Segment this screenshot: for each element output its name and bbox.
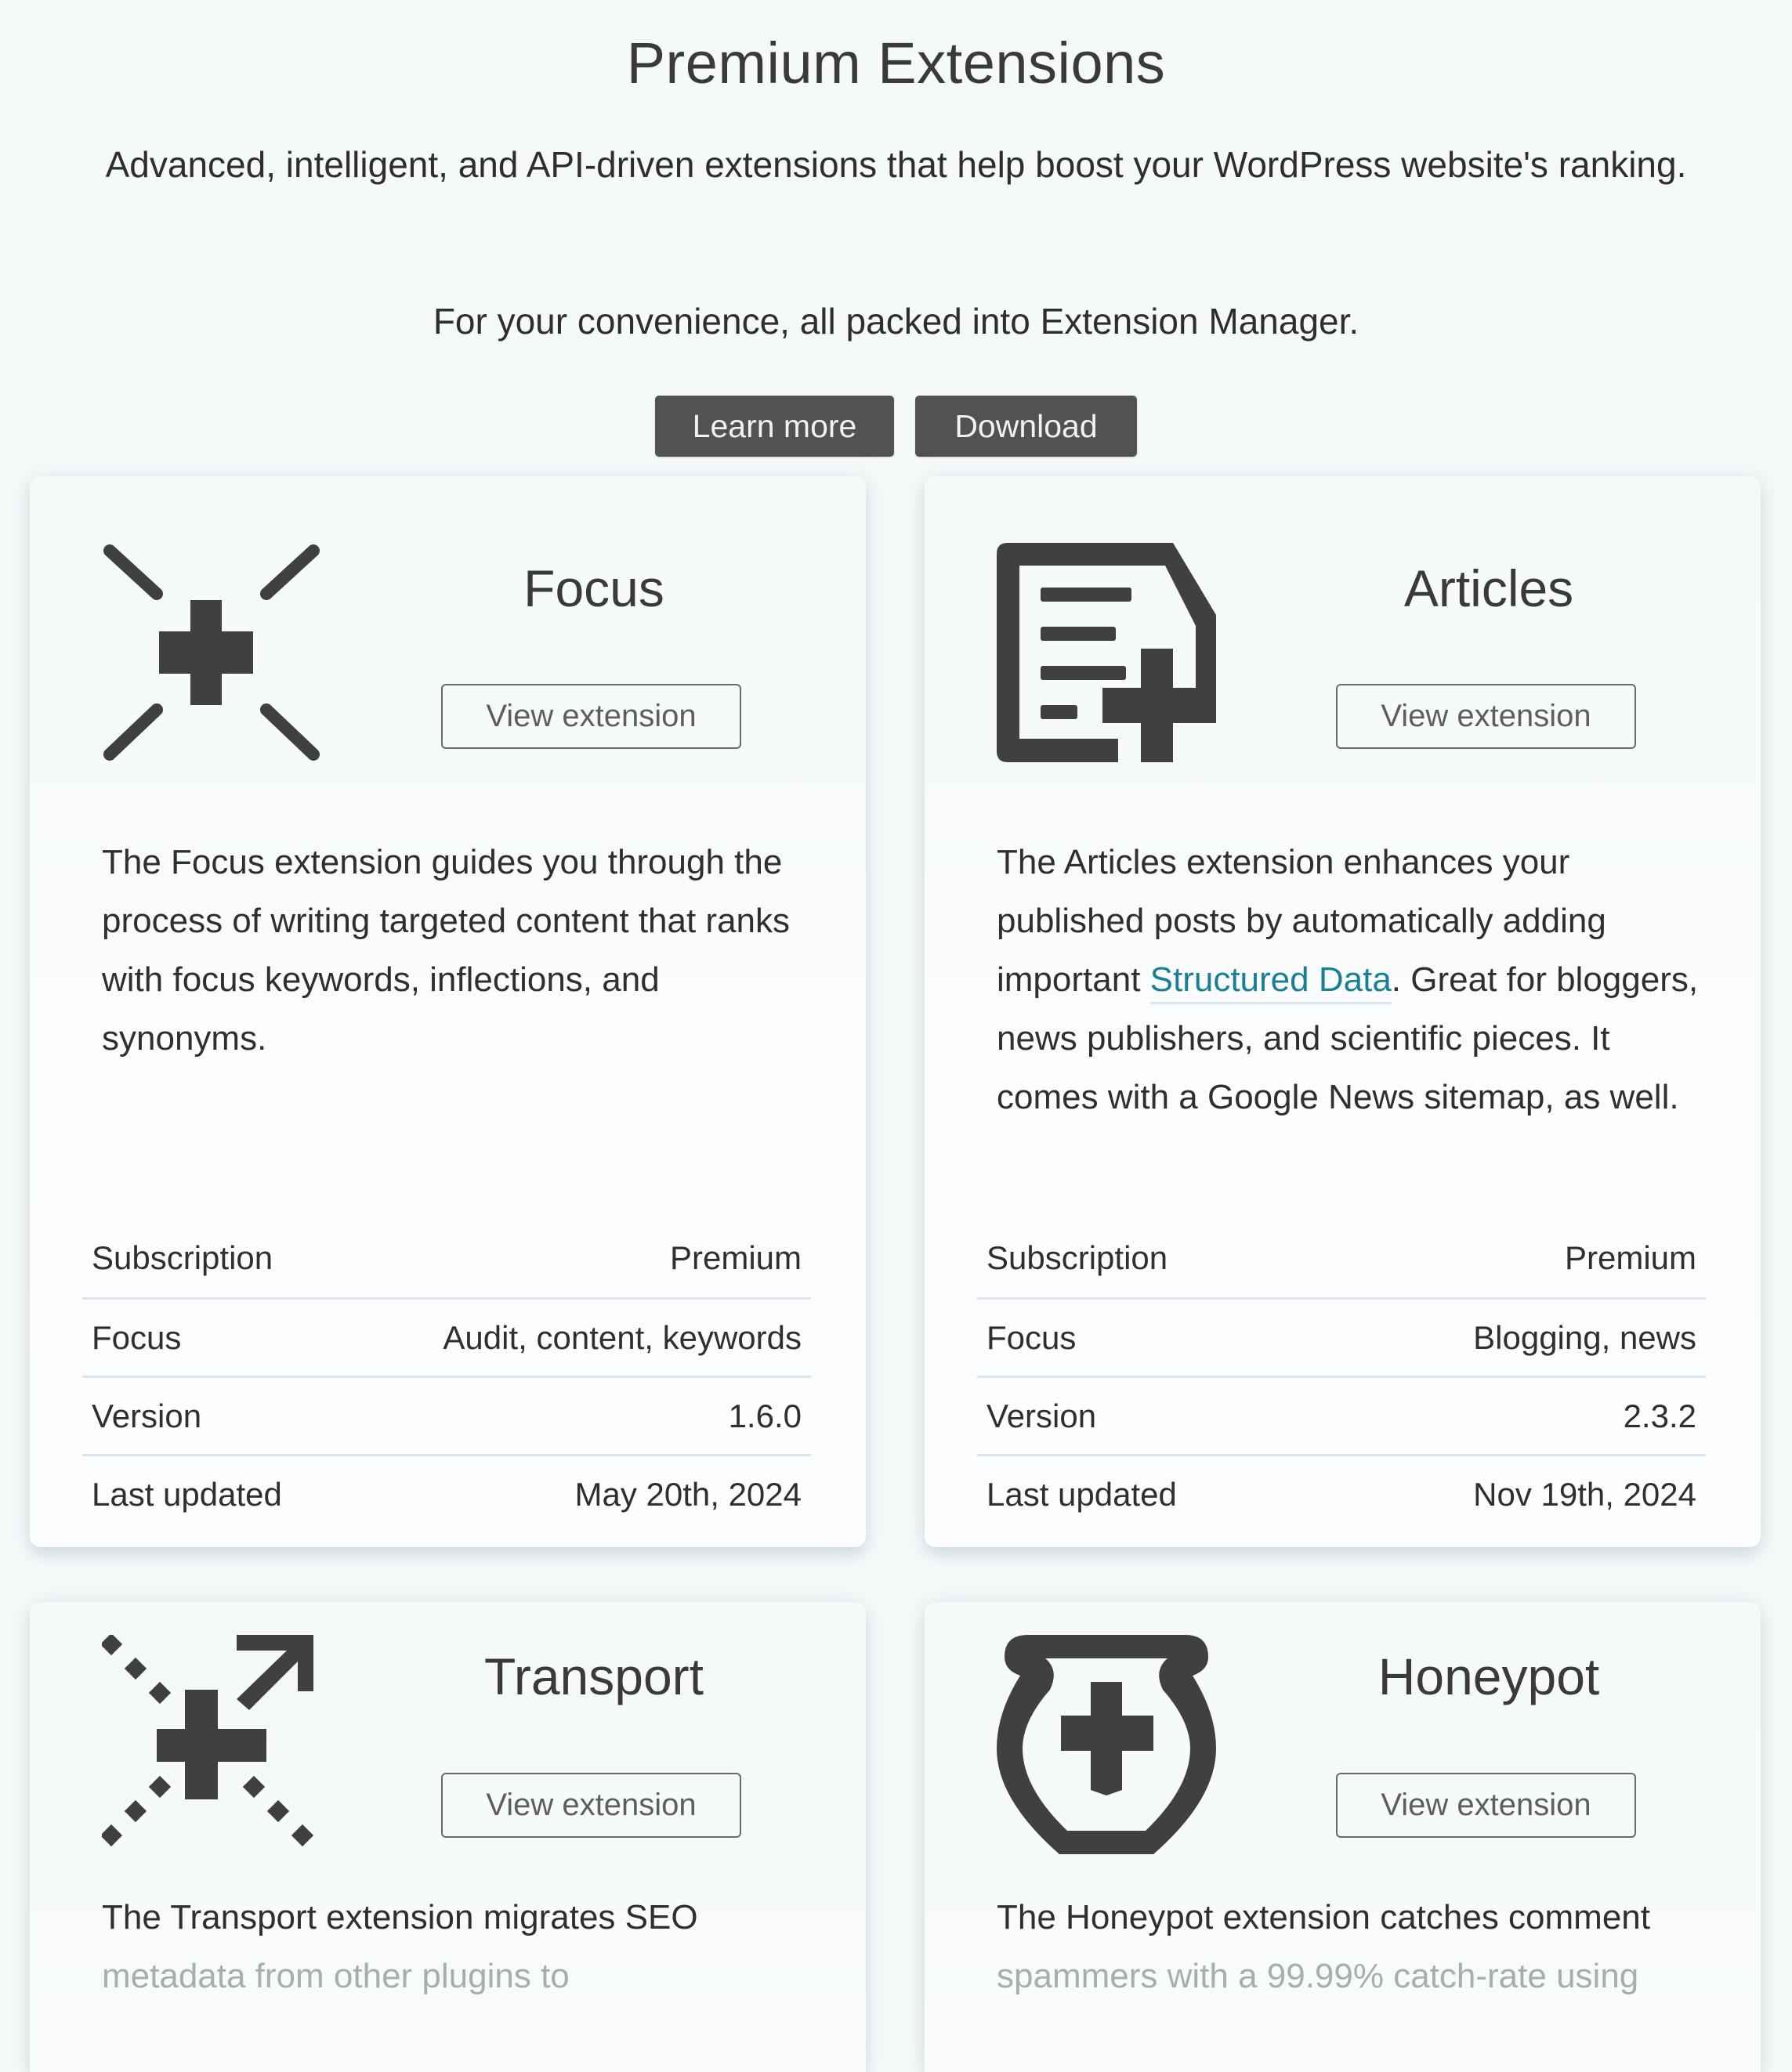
meta-value: Premium: [669, 1239, 802, 1276]
hero-lead-secondary: For your convenience, all packed into Extension Manager.: [433, 301, 1359, 342]
extension-title: Honeypot: [1377, 1647, 1600, 1705]
meta-row-focus: [82, 1297, 811, 1376]
meta-value: 2.3.2: [1623, 1397, 1696, 1434]
download-button[interactable]: Download: [915, 396, 1137, 457]
meta-value: Blogging, news: [1473, 1318, 1696, 1356]
meta-row-last-updated: [82, 1454, 811, 1532]
focus-icon: [102, 543, 321, 762]
extension-meta-table: [977, 1219, 1706, 1532]
extension-description: The Focus extension guides you through the process of writing targeted content that ranks with focus keywords, inflections, and synonyms.: [102, 843, 791, 1058]
meta-row-version: [977, 1376, 1706, 1454]
view-extension-button[interactable]: View extension: [441, 1773, 741, 1838]
extension-description: [102, 1888, 807, 2005]
structured-data-link[interactable]: Structured Data: [1150, 960, 1392, 1004]
learn-more-button[interactable]: Learn more: [655, 396, 894, 457]
meta-label: Last updated: [92, 1475, 282, 1513]
honeypot-icon: [997, 1635, 1216, 1854]
meta-value: May 20th, 2024: [574, 1475, 802, 1513]
meta-row-last-updated: [977, 1454, 1706, 1532]
view-extension-button[interactable]: View extension: [1336, 1773, 1636, 1838]
meta-value: Premium: [1564, 1239, 1696, 1276]
meta-row-focus: [977, 1297, 1706, 1376]
meta-label: Focus: [987, 1318, 1077, 1356]
meta-label: Subscription: [92, 1239, 273, 1276]
extension-card-transport: [30, 1602, 866, 2072]
meta-label: Focus: [92, 1318, 182, 1356]
meta-row-subscription: [977, 1219, 1706, 1297]
meta-label: Subscription: [987, 1239, 1168, 1276]
extension-card-articles: [925, 476, 1761, 1547]
extension-title: Articles: [1403, 559, 1574, 617]
articles-icon: [997, 543, 1216, 762]
extension-description: [997, 1888, 1702, 2005]
meta-label: Last updated: [987, 1475, 1177, 1513]
view-extension-button[interactable]: View extension: [441, 684, 741, 749]
description-text: The Honeypot extension catches comment: [997, 1898, 1651, 1936]
extension-title: Focus: [523, 559, 664, 617]
description-text-faded: metadata from other plugins to: [102, 1957, 570, 1995]
extension-description: [997, 833, 1702, 1126]
view-extension-button[interactable]: View extension: [1336, 684, 1636, 749]
meta-value: Nov 19th, 2024: [1473, 1475, 1696, 1513]
description-text-faded: spammers with a 99.99% catch-rate using: [997, 1957, 1639, 1995]
meta-row-subscription: [82, 1219, 811, 1297]
description-text: The Articles extension enhances your published posts by automatically adding important: [997, 843, 1606, 999]
extension-title: Transport: [484, 1647, 704, 1705]
hero-lead: Advanced, intelligent, and API-driven extensions that help boost your WordPress website's ranking.: [105, 144, 1687, 185]
description-text: . Great for bloggers, news publishers, and scientific pieces. It comes with a Google News sitemap, as well.: [997, 960, 1699, 1116]
hero-buttons: [0, 396, 1792, 457]
extension-card-focus: [30, 476, 866, 1547]
transport-icon: [102, 1635, 321, 1854]
meta-row-version: [82, 1376, 811, 1454]
description-text: The Transport extension migrates SEO: [102, 1898, 698, 1936]
extension-card-honeypot: [925, 1602, 1761, 2072]
meta-label: Version: [987, 1397, 1097, 1434]
meta-label: Version: [92, 1397, 202, 1434]
page-title: Premium Extensions: [626, 31, 1166, 96]
extension-meta-table: [82, 1219, 811, 1532]
meta-value: 1.6.0: [728, 1397, 802, 1434]
meta-value: Audit, content, keywords: [443, 1318, 802, 1356]
